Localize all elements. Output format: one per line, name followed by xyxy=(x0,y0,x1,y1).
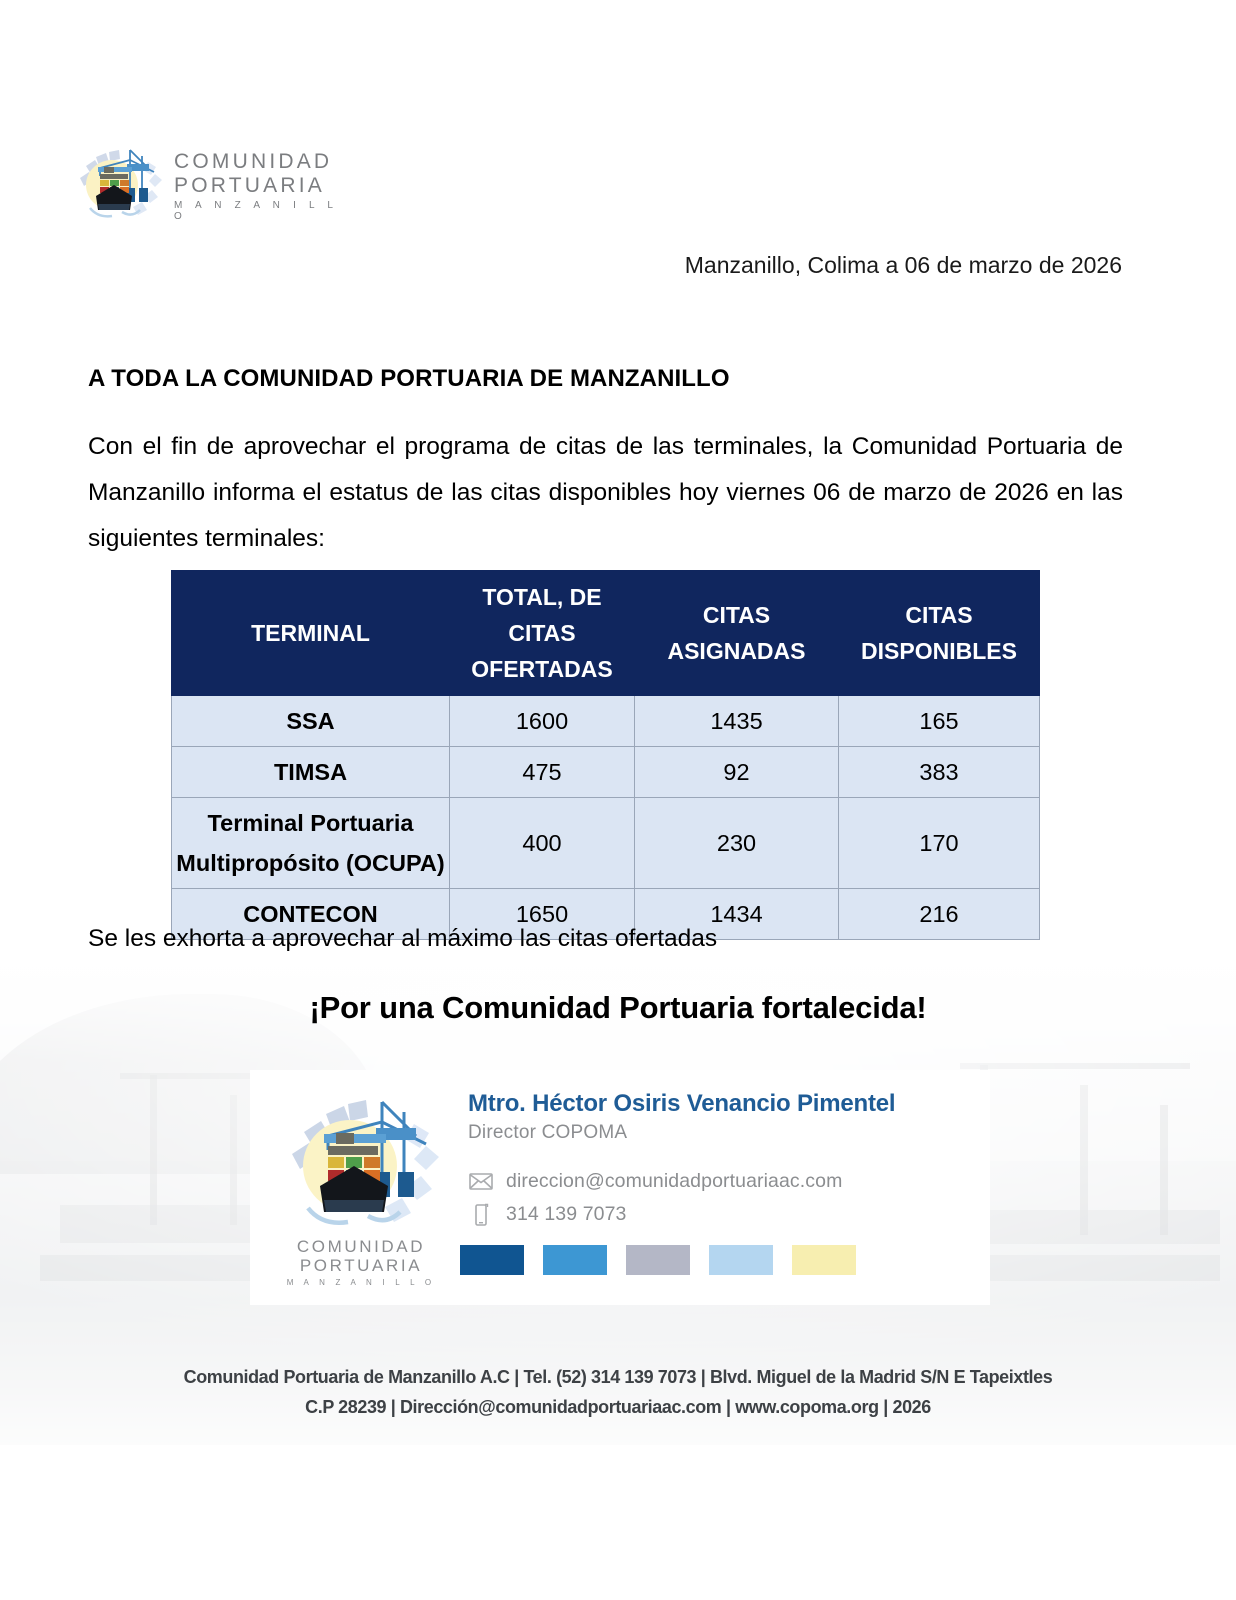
mobile-phone-icon xyxy=(468,1204,494,1226)
cell-total: 1600 xyxy=(450,696,635,747)
intro-paragraph: Con el fin de aprovechar el programa de citas de las terminales, la Comunidad Portuaria de Manzanillo informa el estatus de las citas disponibles hoy viernes 06 de marzo de 2026 en las siguientes terminales: xyxy=(88,433,1123,552)
envelope-icon xyxy=(468,1171,494,1193)
logo-line-1: COMUNIDAD xyxy=(174,150,333,173)
signature-card xyxy=(250,1070,990,1305)
footer xyxy=(19,1362,1218,1422)
column-header-citas-asignadas: CITAS ASIGNADAS xyxy=(635,571,839,696)
swatch-dark-blue xyxy=(460,1245,524,1275)
cell-disponibles: 165 xyxy=(839,696,1040,747)
cell-total: 1650 xyxy=(450,889,635,940)
cell-terminal: TIMSA xyxy=(172,747,450,798)
header-logo-wordmark xyxy=(174,150,340,222)
signer-role: Director COPOMA xyxy=(468,1122,628,1143)
table-row xyxy=(172,747,1040,798)
cell-terminal: SSA xyxy=(172,696,450,747)
swatch-medium-blue xyxy=(543,1245,607,1275)
footer-line-2: C.P 28239 | Dirección@comunidadportuariaac.com | www.copoma.org | 2026 xyxy=(305,1396,931,1417)
header-logo xyxy=(70,138,340,230)
table-row xyxy=(172,696,1040,747)
cell-total: 475 xyxy=(450,747,635,798)
date-line: Manzanillo, Colima a 06 de marzo de 2026 xyxy=(684,252,1122,278)
contact-email-row[interactable] xyxy=(468,1170,968,1193)
cell-asignadas: 230 xyxy=(635,798,839,889)
contact-phone-row[interactable] xyxy=(468,1203,968,1226)
table-header-row xyxy=(172,571,1040,696)
contact-email: direccion@comunidadportuariaac.com xyxy=(506,1170,843,1192)
sig-logo-line-3: M A N Z A N I L L O xyxy=(286,1277,436,1287)
contact-phone: 314 139 7073 xyxy=(506,1203,627,1225)
page-title: A TODA LA COMUNIDAD PORTUARIA DE MANZANILLO xyxy=(88,365,730,392)
swatch-light-blue xyxy=(709,1245,773,1275)
cell-asignadas: 1434 xyxy=(635,889,839,940)
cell-terminal: CONTECON xyxy=(172,889,450,940)
cell-disponibles: 383 xyxy=(839,747,1040,798)
cell-asignadas: 92 xyxy=(635,747,839,798)
table-row xyxy=(172,798,1040,889)
citas-table xyxy=(171,570,1040,940)
table-note: Se les exhorta a aprovechar al máximo las citas ofertadas xyxy=(88,925,718,952)
tagline: ¡Por una Comunidad Portuaria fortalecida! xyxy=(309,990,927,1025)
signature-contact xyxy=(468,1170,968,1226)
sig-logo-line-1: COMUNIDAD xyxy=(296,1237,426,1256)
swatch-gray xyxy=(626,1245,690,1275)
footer-line-1: Comunidad Portuaria de Manzanillo A.C | Tel. (52) 314 139 7073 | Blvd. Miguel de la Madrid S/N E Tapeixtles xyxy=(183,1366,1053,1387)
logo-line-3: M A N Z A N I L L O xyxy=(174,200,338,223)
cell-terminal: Terminal Portuaria Multipropósito (OCUPA) xyxy=(172,798,450,889)
signature-logo-wordmark xyxy=(276,1237,446,1287)
column-header-citas-disponibles: CITAS DISPONIBLES xyxy=(839,571,1040,696)
signature-info xyxy=(468,1090,968,1236)
brand-color-swatches xyxy=(460,1245,856,1275)
sig-logo-line-2: PORTUARIA xyxy=(299,1256,423,1276)
signer-name: Mtro. Héctor Osiris Venancio Pimentel xyxy=(468,1090,896,1117)
cell-disponibles: 216 xyxy=(839,889,1040,940)
column-header-total-citas-ofertadas: TOTAL, DE CITAS OFERTADAS xyxy=(450,571,635,696)
swatch-pale-yellow xyxy=(792,1245,856,1275)
cell-total: 400 xyxy=(450,798,635,889)
comunidad-portuaria-logo-icon xyxy=(276,1082,446,1232)
signature-logo xyxy=(264,1082,454,1297)
comunidad-portuaria-logo-icon xyxy=(70,138,166,226)
column-header-terminal: TERMINAL xyxy=(172,571,450,696)
cell-asignadas: 1435 xyxy=(635,696,839,747)
cell-disponibles: 170 xyxy=(839,798,1040,889)
logo-line-2: PORTUARIA xyxy=(174,173,325,197)
